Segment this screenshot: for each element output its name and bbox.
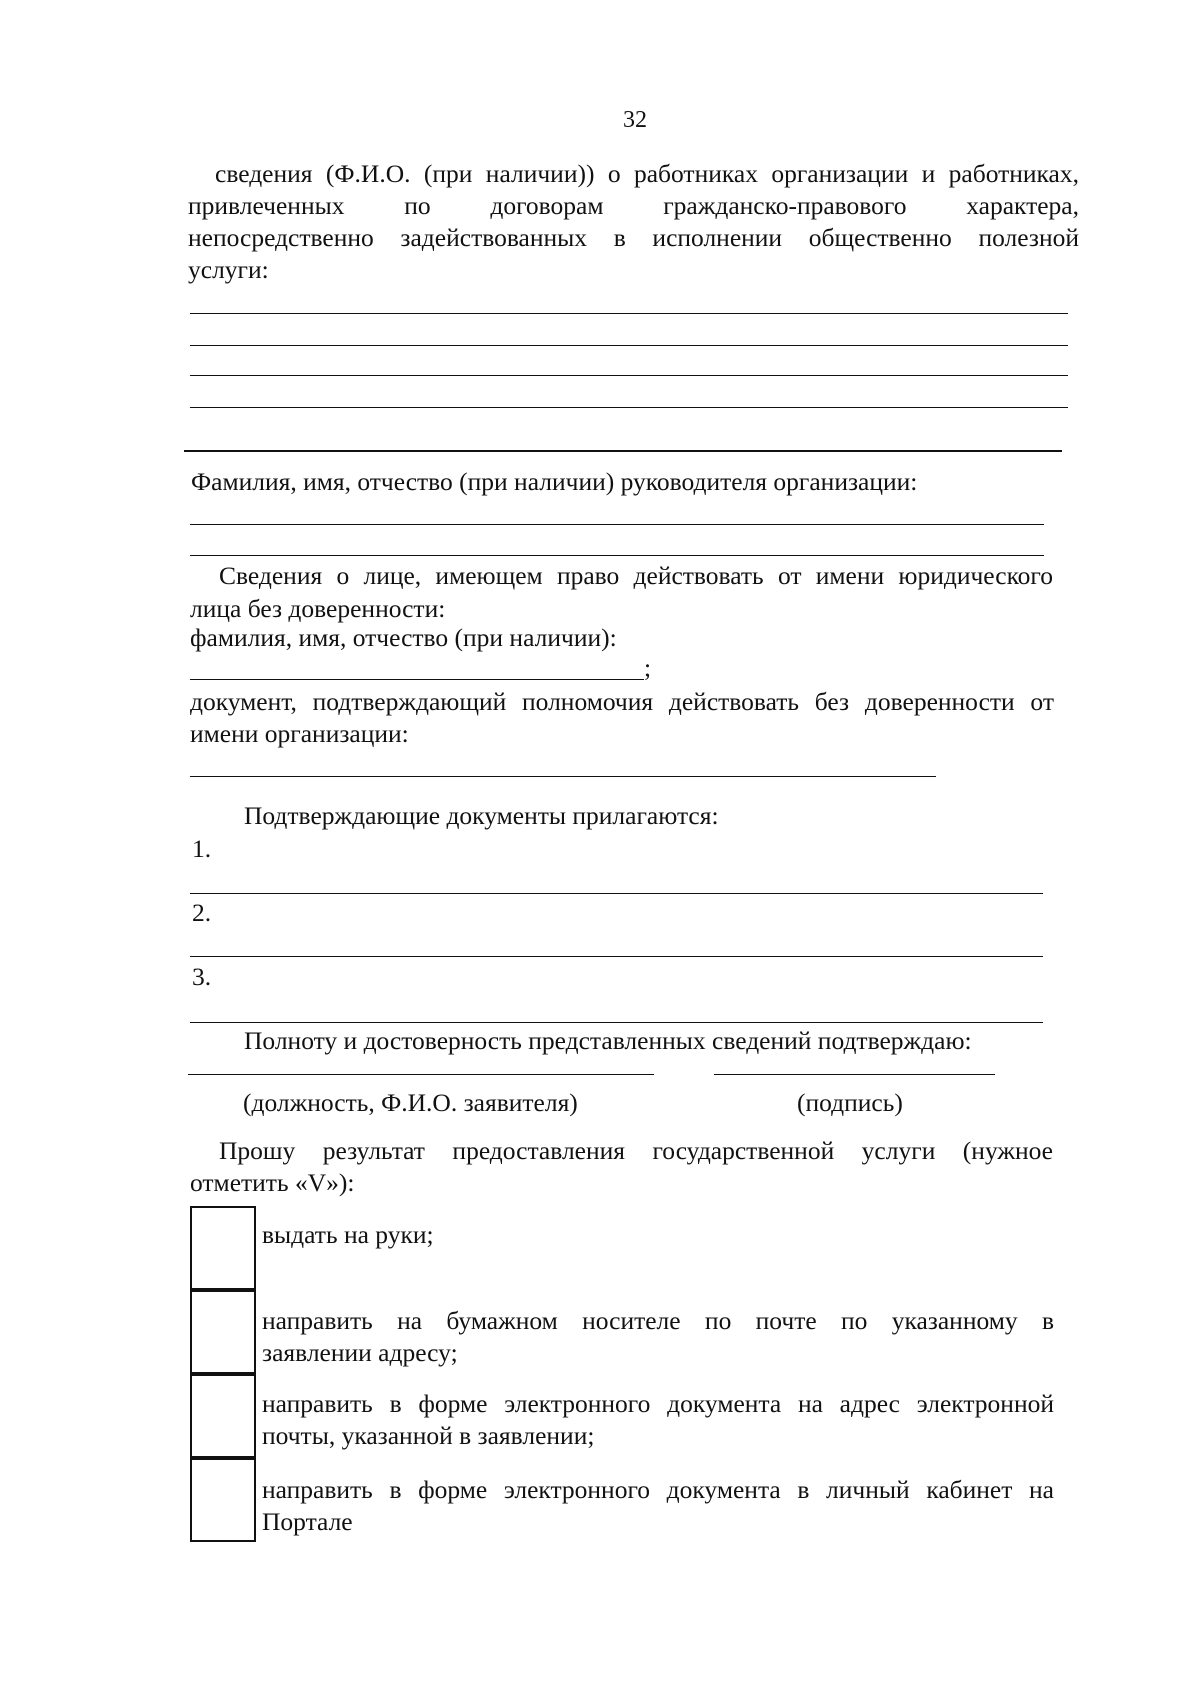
confirm-text: Полноту и достоверность представленных сведений подтверждаю:: [244, 1026, 972, 1055]
option-text-line-2: Портале: [262, 1507, 353, 1536]
proxy-doc-fill-line[interactable]: [190, 776, 936, 777]
request-line-2: отметить «V»):: [190, 1168, 355, 1197]
option-text-line-2: заявлении адресу;: [262, 1338, 458, 1367]
staff-fill-line[interactable]: [190, 313, 1068, 314]
attachment-number: 1.: [192, 834, 212, 863]
proxy-line-1: Сведения о лице, имеющем право действовать от имени юридического: [219, 561, 1053, 590]
option-text-line-2: почты, указанной в заявлении;: [262, 1421, 595, 1450]
attachment-number: 2.: [192, 898, 212, 927]
attachment-fill-line[interactable]: [190, 893, 1043, 894]
option-text-line-1: направить в форме электронного документа в личный кабинет на: [262, 1475, 1054, 1504]
signature-fill-line[interactable]: [714, 1074, 995, 1075]
head-fill-line[interactable]: [190, 524, 1044, 525]
option-text-line-1: направить на бумажном носителе по почте по указанному в: [262, 1306, 1054, 1335]
attachment-fill-line[interactable]: [190, 1022, 1043, 1023]
proxy-fio-fill-line[interactable]: [190, 679, 644, 680]
attachment-fill-line[interactable]: [190, 956, 1043, 957]
attachment-number: 3.: [192, 962, 212, 991]
staff-fill-line[interactable]: [190, 345, 1068, 346]
staff-info-line-3: непосредственно задействованных в исполнении общественно полезной: [188, 223, 1079, 252]
proxy-doc-line-1: документ, подтверждающий полномочия действовать без доверенности от: [190, 687, 1054, 716]
proxy-semicolon: ;: [644, 653, 652, 682]
proxy-doc-line-2: имени организации:: [190, 719, 409, 748]
option-checkbox-paper-mail[interactable]: [190, 1290, 256, 1374]
option-checkbox-hand-over[interactable]: [190, 1206, 256, 1290]
proxy-fio-label: фамилия, имя, отчество (при наличии):: [190, 623, 617, 652]
staff-info-line-2: привлеченных по договорам гражданско-правового характера,: [188, 191, 1079, 220]
staff-fill-line[interactable]: [190, 375, 1068, 376]
section-divider: [184, 450, 1062, 452]
page-number: 32: [623, 107, 647, 133]
option-checkbox-portal[interactable]: [190, 1458, 256, 1542]
position-caption: (должность, Ф.И.О. заявителя): [243, 1088, 578, 1117]
option-checkbox-email[interactable]: [190, 1374, 256, 1458]
head-fill-line[interactable]: [190, 555, 1044, 556]
option-text-line-1: выдать на руки;: [262, 1220, 434, 1249]
attachments-heading: Подтверждающие документы прилагаются:: [244, 801, 719, 830]
option-text-line-1: направить в форме электронного документа на адрес электронной: [262, 1389, 1054, 1418]
request-line-1: Прошу результат предоставления государственной услуги (нужное: [219, 1136, 1053, 1165]
staff-fill-line[interactable]: [190, 407, 1068, 408]
signature-caption: (подпись): [797, 1088, 903, 1117]
position-fill-line[interactable]: [188, 1074, 654, 1075]
proxy-line-2: лица без доверенности:: [190, 594, 446, 623]
staff-info-line-1: сведения (Ф.И.О. (при наличии)) о работниках организации и работниках,: [215, 159, 1079, 188]
staff-info-line-4: услуги:: [188, 255, 269, 284]
head-label: Фамилия, имя, отчество (при наличии) руководителя организации:: [191, 467, 918, 496]
